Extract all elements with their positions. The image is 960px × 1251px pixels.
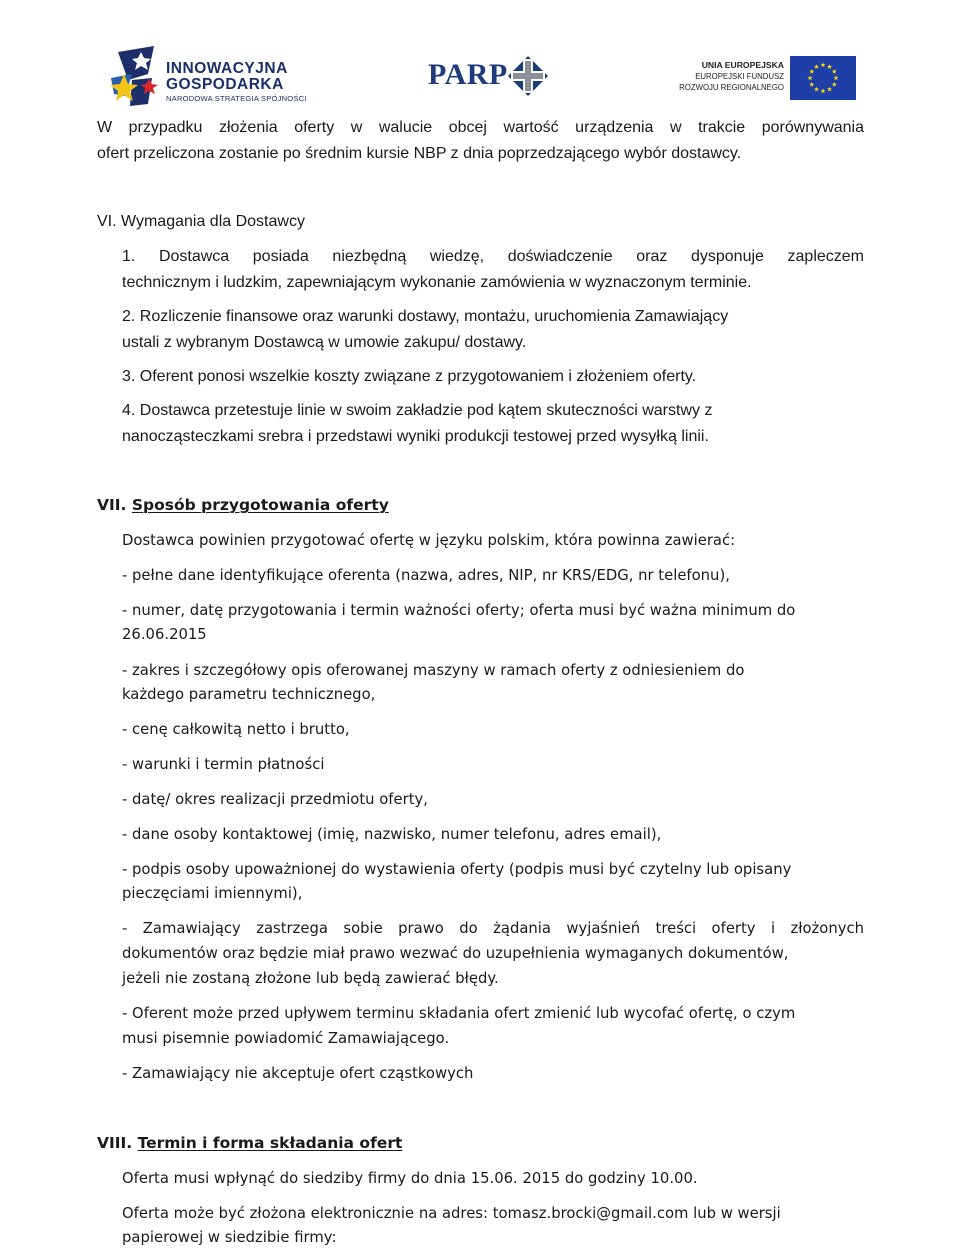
section-vi-heading: VI. Wymagania dla Dostawcy: [97, 213, 305, 230]
offer-item-partial: - Zamawiający nie akceptuje ofert cząstkowych: [122, 1065, 474, 1082]
section-vii-number: VII.: [97, 496, 127, 514]
offer-item-date: - datę/ okres realizacji przedmiotu oferty,: [122, 791, 428, 808]
requirement-4-line-1: 4. Dostawca przetestuje linie w swoim zakładzie pod kątem skuteczności warstwy z: [122, 402, 713, 419]
requirement-4-line-2: nanocząsteczkami srebra i przedstawi wyniki produkcji testowej przed wysyłką linii.: [122, 428, 709, 445]
offer-item-scope-line-2: każdego parametru technicznego,: [122, 686, 376, 703]
parp-logo-text: PARP: [428, 58, 508, 91]
innowacyjna-gospodarka-icon: [108, 44, 164, 108]
offer-item-clarification-line-2: dokumentów oraz będzie miał prawo wezwać do uzupełnienia wymaganych dokumentów,: [122, 945, 789, 962]
ig-logo-line1: INNOWACYJNA: [166, 60, 288, 77]
offer-item-signature-line-1: - podpis osoby upoważnionej do wystawienia oferty (podpis musi być czytelny lub opisany: [122, 861, 792, 878]
requirement-2-line-2: ustali z wybranym Dostawcą w umowie zakupu/ dostawy.: [122, 334, 527, 351]
ig-logo-line3: NARODOWA STRATEGIA SPÓJNOŚCI: [166, 94, 307, 103]
offer-item-withdrawal-line-1: - Oferent może przed upływem terminu składania ofert zmienić lub wycofać ofertę, o czym: [122, 1005, 796, 1022]
submission-deadline: Oferta musi wpłynąć do siedziby firmy do dnia 15.06. 2015 do godziny 10.00.: [122, 1170, 698, 1187]
eu-logo: [676, 56, 856, 100]
section-viii-number: VIII.: [97, 1134, 133, 1152]
requirement-2-line-1: 2. Rozliczenie finansowe oraz warunki dostawy, montażu, uruchomienia Zamawiający: [122, 308, 729, 325]
offer-item-contact: - dane osoby kontaktowej (imię, nazwisko, numer telefonu, adres email),: [122, 826, 662, 843]
submission-email-line-1: Oferta może być złożona elektronicznie na adres: tomasz.brocki@gmail.com lub w wersji: [122, 1205, 781, 1222]
requirement-1-line-2: technicznym i ludzkim, zapewniającym wykonanie zamówienia w wyznaczonym terminie.: [122, 274, 752, 291]
offer-item-signature-line-2: pieczęciami imiennymi),: [122, 885, 303, 902]
submission-email-line-2: papierowej w siedzibie firmy:: [122, 1229, 337, 1246]
innowacyjna-gospodarka-logo: [108, 44, 338, 108]
intro-line-2: ofert przeliczona zostanie po średnim kursie NBP z dnia poprzedzającego wybór dostawcy.: [97, 145, 742, 162]
offer-contents-intro: Dostawca powinien przygotować ofertę w języku polskim, która powinna zawierać:: [122, 532, 736, 549]
section-viii-heading: [97, 1134, 402, 1152]
offer-item-withdrawal-line-2: musi pisemnie powiadomić Zamawiającego.: [122, 1030, 450, 1047]
parp-logo: [428, 56, 548, 104]
section-vii-title: Sposób przygotowania oferty: [131, 496, 389, 514]
parp-arrows-icon: [508, 56, 548, 96]
header-logo-bar: [0, 0, 960, 112]
offer-item-price: - cenę całkowitą netto i brutto,: [122, 721, 350, 738]
offer-item-payment: - warunki i termin płatności: [122, 756, 325, 773]
eu-logo-line1: UNIA EUROPEJSKA: [701, 60, 784, 70]
offer-item-number-line-1: - numer, datę przygotowania i termin ważności oferty; oferta musi być ważna minimum do: [122, 602, 796, 619]
requirement-3-line-1: 3. Oferent ponosi wszelkie koszty związane z przygotowaniem i złożeniem oferty.: [122, 368, 697, 385]
section-viii-title: Termin i forma składania ofert: [137, 1134, 403, 1152]
ig-logo-line2: GOSPODARKA: [166, 76, 284, 93]
offer-item-number-line-2: 26.06.2015: [122, 626, 207, 643]
section-vii-heading: [97, 496, 389, 514]
offer-item-clarification-line-3: jeżeli nie zostaną złożone lub będą zawierać błędy.: [122, 970, 499, 987]
eu-logo-line3: ROZWOJU REGIONALNEGO: [679, 83, 784, 92]
offer-item-scope-line-1: - zakres i szczegółowy opis oferowanej maszyny w ramach oferty z odniesieniem do: [122, 662, 745, 679]
eu-flag-icon: [790, 56, 856, 100]
offer-item-identification: - pełne dane identyfikujące oferenta (nazwa, adres, NIP, nr KRS/EDG, nr telefonu),: [122, 567, 730, 584]
eu-logo-line2: EUROPEJSKI FUNDUSZ: [695, 72, 784, 81]
